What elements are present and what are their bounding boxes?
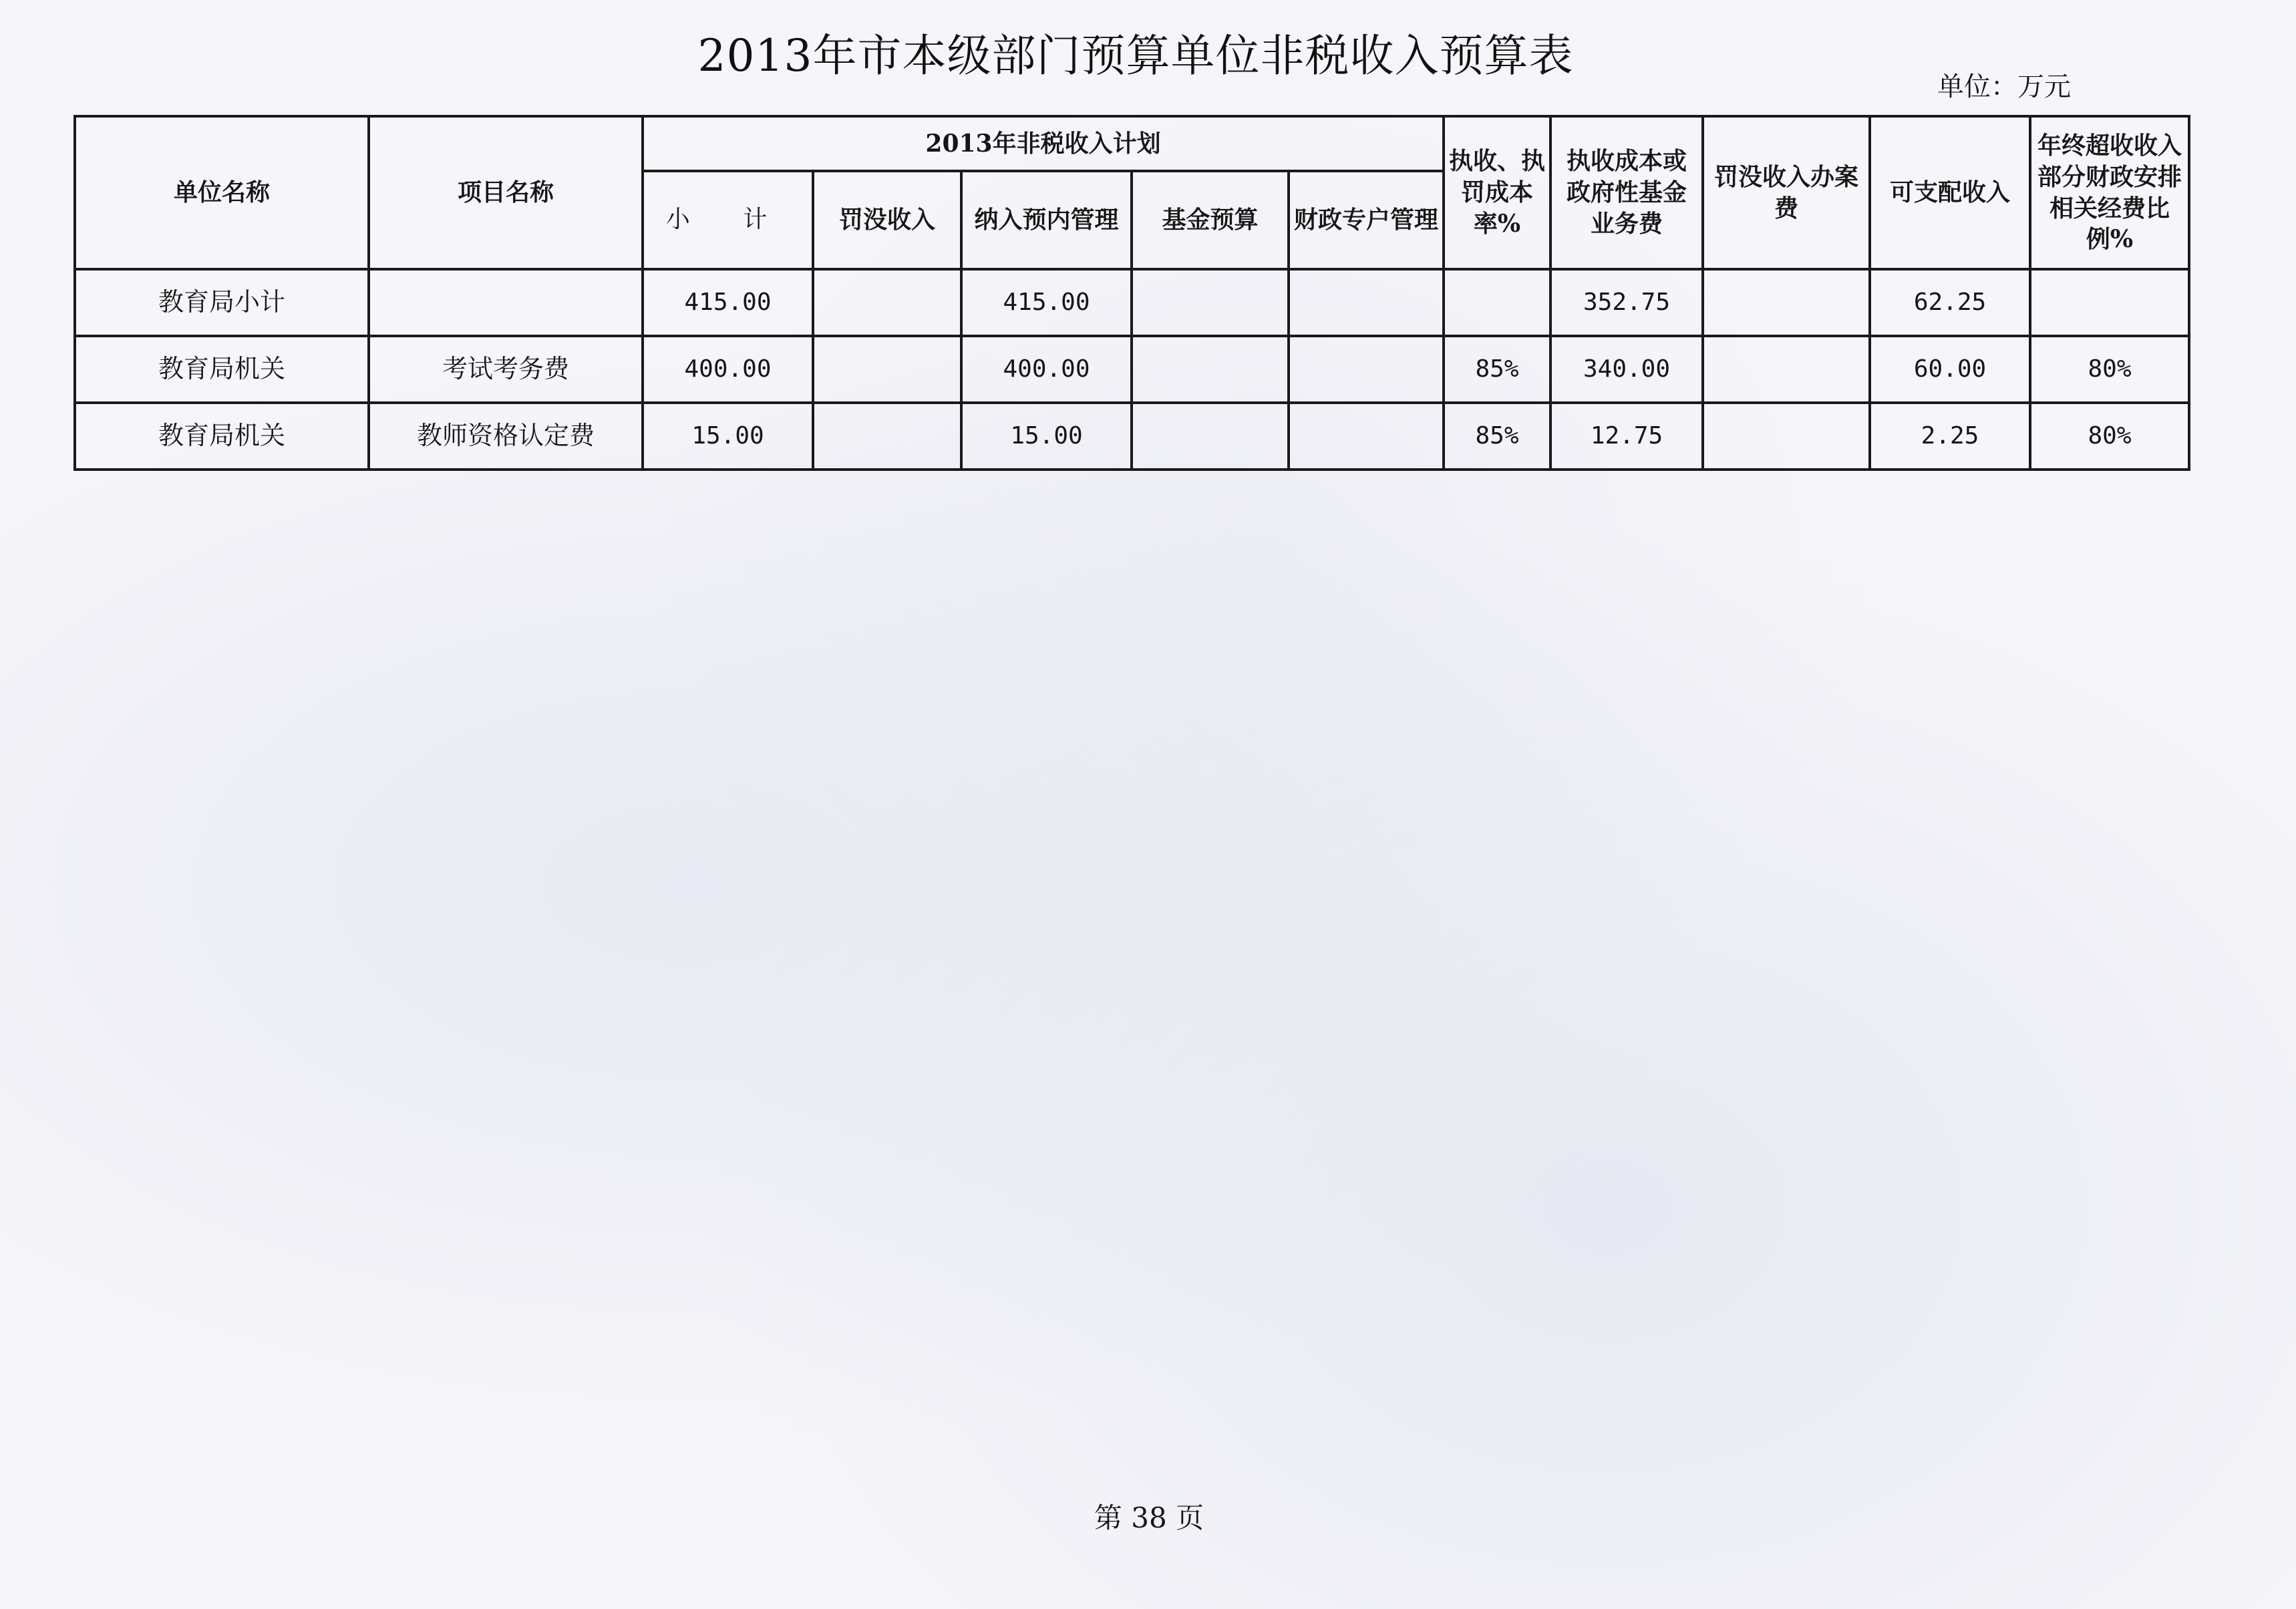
table-row: [75, 269, 2189, 336]
cell-disposable: 60.00: [1870, 336, 2030, 403]
cell-item-name: 教师资格认定费: [369, 403, 643, 470]
cell-fund-budget: [1132, 269, 1289, 336]
cell-item-name: 考试考务费: [369, 336, 643, 403]
cell-special-account: [1289, 269, 1444, 336]
cell-cost-fee: 12.75: [1550, 403, 1703, 470]
header-unit-name: 单位名称: [75, 116, 369, 269]
page-number: 第 38 页: [1094, 1501, 1204, 1534]
cell-cost-rate: 85%: [1444, 403, 1550, 470]
cell-excess-ratio: 80%: [2030, 336, 2189, 403]
cell-excess-ratio: 80%: [2030, 403, 2189, 470]
cell-special-account: [1289, 336, 1444, 403]
cell-subtotal: 400.00: [643, 336, 813, 403]
header-in-budget: 纳入预内管理: [961, 171, 1132, 269]
cell-unit-name: 教育局小计: [75, 269, 369, 336]
cell-subtotal: 15.00: [643, 403, 813, 470]
page-title: 2013年市本级部门预算单位非税收入预算表: [697, 30, 1574, 81]
cell-in-budget: 415.00: [961, 269, 1132, 336]
table-row: [75, 403, 2189, 470]
cell-fine-case-fee: [1703, 269, 1870, 336]
header-special-account: 财政专户管理: [1289, 171, 1444, 269]
cell-fine-case-fee: [1703, 403, 1870, 470]
cell-fines: [813, 269, 961, 336]
cell-disposable: 62.25: [1870, 269, 2030, 336]
header-fine-case-fee: 罚没收入办案费: [1703, 116, 1870, 269]
cell-in-budget: 400.00: [961, 336, 1132, 403]
cell-fine-case-fee: [1703, 336, 1870, 403]
header-excess-ratio: 年终超收收入部分财政安排相关经费比例%: [2030, 116, 2189, 269]
header-disposable: 可支配收入: [1870, 116, 2030, 269]
header-item-name: 项目名称: [369, 116, 643, 269]
cell-cost-rate: [1444, 269, 1550, 336]
table-row: [75, 336, 2189, 403]
cell-item-name: [369, 269, 643, 336]
header-subtotal: 小 计: [643, 171, 813, 269]
header-fines: 罚没收入: [813, 171, 961, 269]
header-fund-budget: 基金预算: [1132, 171, 1289, 269]
cell-excess-ratio: [2030, 269, 2189, 336]
cell-fund-budget: [1132, 403, 1289, 470]
cell-cost-fee: 340.00: [1550, 336, 1703, 403]
cell-fund-budget: [1132, 336, 1289, 403]
cell-unit-name: 教育局机关: [75, 403, 369, 470]
cell-special-account: [1289, 403, 1444, 470]
header-plan-group: 2013年非税收入计划: [643, 116, 1444, 171]
cell-cost-rate: 85%: [1444, 336, 1550, 403]
cell-in-budget: 15.00: [961, 403, 1132, 470]
cell-fines: [813, 336, 961, 403]
cell-disposable: 2.25: [1870, 403, 2030, 470]
budget-table: [73, 115, 2190, 471]
cell-subtotal: 415.00: [643, 269, 813, 336]
cell-cost-fee: 352.75: [1550, 269, 1703, 336]
cell-unit-name: 教育局机关: [75, 336, 369, 403]
cell-fines: [813, 403, 961, 470]
header-cost-rate: 执收、执罚成本率%: [1444, 116, 1550, 269]
unit-label: 单位：万元: [1937, 71, 2071, 102]
header-cost-fee: 执收成本或政府性基金业务费: [1550, 116, 1703, 269]
